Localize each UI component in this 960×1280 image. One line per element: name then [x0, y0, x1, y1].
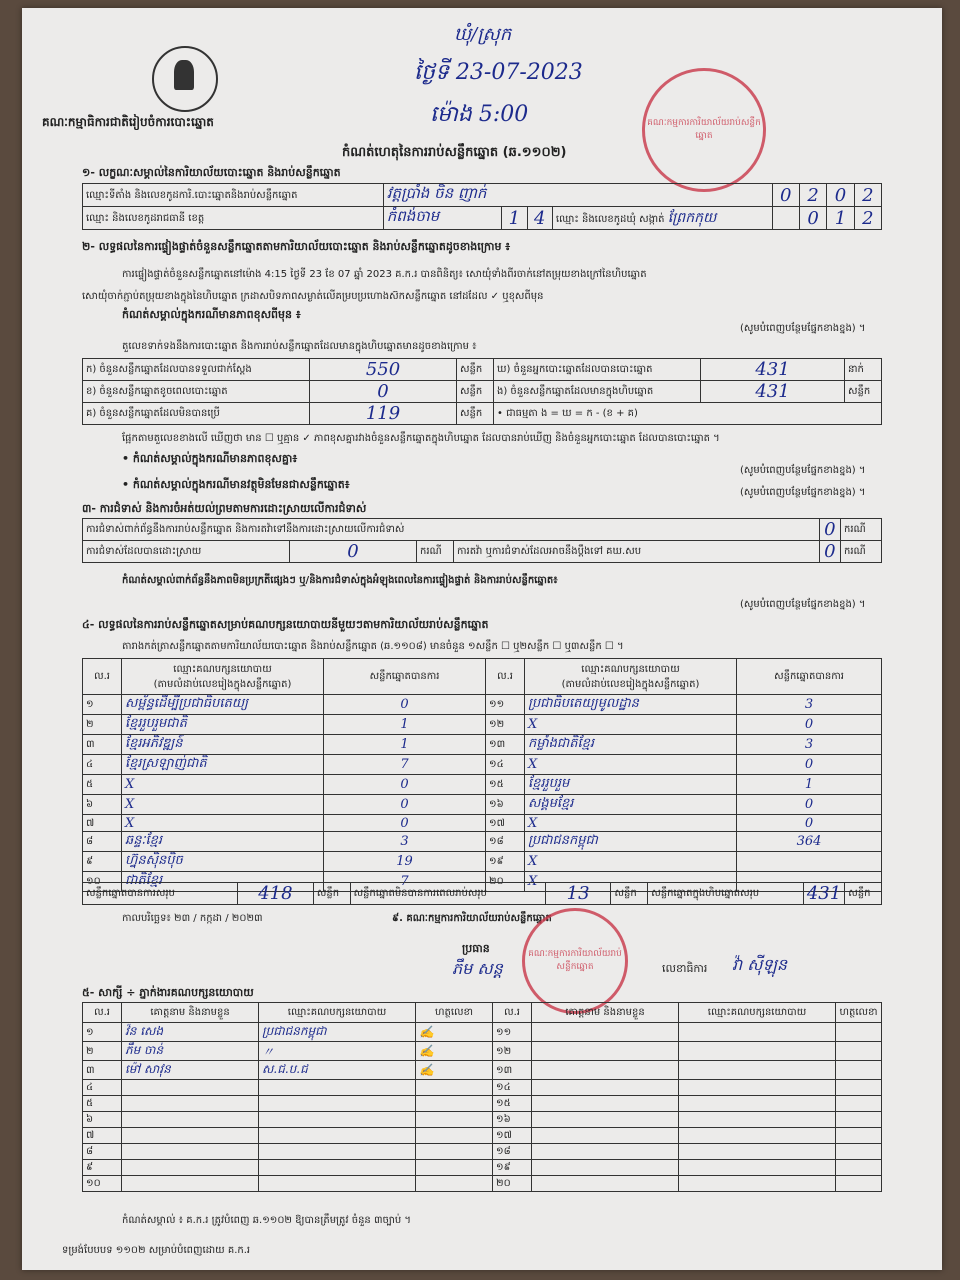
results-col-party-left: ឈ្មោះគណបក្សនយោបាយ: [173, 663, 272, 675]
results-votes: 1: [324, 715, 486, 735]
results-party: សង្គមខ្មែរ: [525, 795, 737, 815]
witness-name: [532, 1061, 679, 1080]
witness-sign: ✍: [416, 1061, 493, 1080]
count-e-unit: សន្លឹក: [845, 381, 882, 403]
results-votes: 0: [324, 795, 486, 815]
results-no: ៣: [83, 735, 122, 755]
witness-sign: [836, 1023, 882, 1042]
inbox-total-unit: សន្លឹក: [845, 883, 882, 905]
note-difference: • កំណត់សម្គាល់ក្នុងករណីមានភាពខុសគ្នា៖: [122, 452, 298, 465]
commune-code-1: 1: [827, 207, 854, 230]
results-no: ២: [83, 715, 122, 735]
secretary-signature: វ៉ា ស៊ីឡុន: [732, 955, 788, 974]
witness-no: ១៧: [493, 1128, 532, 1144]
committee-stamp: [522, 908, 628, 1014]
national-emblem-icon: [152, 46, 218, 112]
location-table: [82, 183, 882, 230]
results-no: ៤: [83, 755, 122, 775]
results-row: [83, 815, 882, 832]
commune-code-0: 0: [799, 207, 826, 230]
witness-name: [532, 1080, 679, 1096]
witness-party: [259, 1112, 416, 1128]
results-party: ខ្មែររួបរួម: [525, 775, 737, 795]
chair-label: ប្រធាន: [462, 942, 490, 955]
complaint-r1-label: ការជំទាស់ពាក់ព័ន្ធនឹងការរាប់សន្លឹកឆ្នោត និងការតវ៉ាទៅនឹងការដោះស្រាយលើការជំទាស់: [83, 519, 820, 541]
hand-date: ថ្ងៃទី 23-07-2023: [414, 60, 583, 85]
form-note: ទម្រង់បែបបទ ១១០២ សម្រាប់បំពេញដោយ គ.ក.រ: [62, 1245, 251, 1256]
results-no: ១៣: [486, 735, 525, 755]
witness-row: [83, 1176, 882, 1192]
row1-code-1: 2: [799, 184, 826, 207]
results-col-no-right: ល.រ: [486, 659, 525, 695]
province-value: កំពង់ចាម: [386, 207, 440, 225]
results-party: X: [525, 852, 737, 872]
committee-stamp-text: គណៈកម្មការការិយាល័យរាប់សន្លឹកឆ្នោត: [528, 949, 622, 972]
witness-sign: [836, 1128, 882, 1144]
results-no: ៩: [83, 852, 122, 872]
commune-label: ឈ្មោះ និងលេខកូដឃុំ សង្កាត់: [555, 213, 665, 225]
witness-no: ១៤: [493, 1080, 532, 1096]
complaint-r2-unit: ករណី: [417, 541, 454, 563]
witness-party: [679, 1160, 836, 1176]
results-party: X: [122, 775, 324, 795]
hand-top: ឃុំ/ស្រុក: [454, 24, 512, 45]
valid-total-unit: សន្លឹក: [313, 883, 350, 905]
valid-total-label: សន្លឹកឆ្នោតបានការសរុប: [83, 883, 238, 905]
witness-no: ៣: [83, 1061, 122, 1080]
results-col-party-sub-right: (តាមលំដាប់លេខរៀងក្នុងសន្លឹកឆ្នោត): [561, 678, 700, 690]
witness-name: [122, 1160, 259, 1176]
complaint-r3-value: 0: [819, 541, 840, 563]
witness-sign: [836, 1112, 882, 1128]
row1-label: ឈ្មោះទីតាំង និងលេខកូដការិ.បោះឆ្នោតនិងរាប់សន្លឹកឆ្នោត: [83, 184, 384, 207]
signing-date: កាលបរិច្ឆេទ៖ ២៣ / កក្កដា / ២០២៣: [122, 913, 263, 924]
witness-name: [532, 1042, 679, 1061]
witness-party: ស.ជ.ប.ជ: [259, 1061, 416, 1080]
results-row: [83, 755, 882, 775]
witness-name: ភឹម ចាន់: [122, 1042, 259, 1061]
witness-sign: [416, 1128, 493, 1144]
results-row: [83, 795, 882, 815]
witness-name: [532, 1128, 679, 1144]
complaints-table: [82, 518, 882, 563]
results-party: X: [525, 815, 737, 832]
row1-value: [383, 184, 772, 207]
witness-no: ៩: [83, 1160, 122, 1176]
results-row: [83, 735, 882, 755]
witness-sign: [836, 1144, 882, 1160]
witness-col-sign-left: ហត្ថលេខា: [416, 1003, 493, 1023]
complaint-r2-label: ការជំទាស់ដែលបានដោះស្រាយ: [83, 541, 290, 563]
witness-sign: [416, 1080, 493, 1096]
witness-party: [679, 1112, 836, 1128]
stamp-text: គណៈកម្មការការិយាល័យរាប់សន្លឹកឆ្នោត: [647, 118, 761, 141]
results-no: ៦: [83, 795, 122, 815]
row1-value-text: វត្តប្រាំង ចិន ញាក់: [386, 184, 487, 202]
row2-label: ឈ្មោះ និងលេខកូដរាជធានី ខេត្ត: [83, 207, 384, 230]
results-no: ១២: [486, 715, 525, 735]
results-row: [83, 715, 882, 735]
count-b-unit: សន្លឹក: [457, 381, 494, 403]
witness-no: ២០: [493, 1176, 532, 1192]
results-no: ១៥: [486, 775, 525, 795]
results-votes: 0: [324, 695, 486, 715]
count-b-label: ខ) ចំនួនសន្លឹកឆ្នោតខូចពេលបោះឆ្នោត: [83, 381, 310, 403]
witness-row: [83, 1144, 882, 1160]
results-no: ១៤: [486, 755, 525, 775]
witness-name: [532, 1112, 679, 1128]
witness-name: [122, 1096, 259, 1112]
results-party: ហ្វ៊ុនស៊ិនប៉ិច: [122, 852, 324, 872]
results-table: [82, 658, 882, 892]
results-votes: 1: [737, 775, 882, 795]
witness-party: [679, 1176, 836, 1192]
commune-value: ព្រែកកុយ: [667, 209, 717, 226]
witness-no: ៧: [83, 1128, 122, 1144]
commune-code-2: 2: [854, 207, 881, 230]
results-no: ១១: [486, 695, 525, 715]
witness-sign: [416, 1144, 493, 1160]
results-party: X: [525, 872, 737, 892]
committee-label: ៩. គណៈកម្មការការិយាល័យរាប់សន្លឹកឆ្នោត: [392, 913, 552, 924]
section2-p1: ការផ្ទៀងផ្ទាត់ចំនួនសន្លឹកឆ្នោតនៅម៉ោង 4:15 ថ្ងៃទី 23 ខែ 07 ឆ្នាំ 2023 គ.ក.រ បានពិនិត្យ៖ សោយុំទាំងពីរចាក់នៅតម្រុយខាងក្រៅនៃហិបឆ្នោត: [122, 269, 647, 280]
section2-p3: តួលេខទាក់ទងនឹងការបោះឆ្នោត និងការរាប់សន្លឹកឆ្នោតដែលមានក្នុងហិបឆ្នោតមានដូចខាងក្រោម ៖: [122, 341, 477, 352]
witness-row: [83, 1096, 882, 1112]
count-a-value: 550: [310, 359, 457, 381]
witness-sign: [416, 1160, 493, 1176]
witness-party: [259, 1096, 416, 1112]
count-c-label: គ) ចំនួនសន្លឹកឆ្នោតដែលមិនបានប្រើ: [83, 403, 310, 425]
count-d-value: 431: [701, 359, 845, 381]
row1-code-3: 2: [854, 184, 881, 207]
results-votes: 0: [324, 775, 486, 795]
witness-no: ៦: [83, 1112, 122, 1128]
witness-sign: ✍: [416, 1023, 493, 1042]
witness-sign: [416, 1176, 493, 1192]
irregularity-note: កំណត់សម្គាល់ពាក់ព័ន្ធនឹងភាពមិនប្រក្រតីផ្សេងៗ ឬ/និងការជំទាស់ក្នុងអំឡុងពេលនៃការផ្ទៀងផ្ទាត់ និងការរាប់សន្លឹកឆ្នោត៖: [122, 575, 558, 586]
note-non-ballot: • កំណត់សម្គាល់ក្នុងករណីមានវត្ថុមិនមែនជាសន្លឹកឆ្នោត៖: [122, 478, 350, 491]
results-totals: [82, 882, 882, 905]
witness-name: [122, 1176, 259, 1192]
witness-col-party-left: ឈ្មោះគណបក្សនយោបាយ: [259, 1003, 416, 1023]
witness-no: ១៦: [493, 1112, 532, 1128]
witness-no: ៥: [83, 1096, 122, 1112]
results-col-party-sub-left: (តាមលំដាប់លេខរៀងក្នុងសន្លឹកឆ្នោត): [153, 678, 292, 690]
witness-no: ១១: [493, 1023, 532, 1042]
province-code-1: 4: [527, 207, 552, 230]
witness-name: វ៉ន សេង: [122, 1023, 259, 1042]
witness-row: [83, 1160, 882, 1176]
witness-col-party-right: ឈ្មោះគណបក្សនយោបាយ: [679, 1003, 836, 1023]
count-a-unit: សន្លឹក: [457, 359, 494, 381]
results-no: ១៨: [486, 832, 525, 852]
count-b-value: 0: [310, 381, 457, 403]
section2-heading: ២- លទ្ធផលនៃការផ្ទៀងផ្ទាត់ចំនួនសន្លឹកឆ្នោតតាមការិយាល័យបោះឆ្នោត និងរាប់សន្លឹកឆ្នោតដូចខាងក្រោម ៖: [82, 240, 511, 253]
org-name: គណៈកម្មាធិការជាតិរៀបចំការបោះឆ្នោត: [42, 115, 214, 129]
witness-party: [679, 1128, 836, 1144]
witness-name: [122, 1112, 259, 1128]
witness-row: [83, 1023, 882, 1042]
witness-name: [532, 1176, 679, 1192]
witness-party: [679, 1080, 836, 1096]
witness-row: [83, 1080, 882, 1096]
footnote: កំណត់សម្គាល់ ៖ គ.ក.រ ត្រូវបំពេញ ឆ.១១០២ ឱ្យបានត្រឹមត្រូវ ចំនួន ៣ច្បាប់ ។: [122, 1215, 411, 1226]
witness-col-name-left: គោត្តនាម និងនាមខ្លួន: [122, 1003, 259, 1023]
witness-sign: [836, 1096, 882, 1112]
section2-p2: សោយុំចាក់ភ្ជាប់តម្រុយខាងក្នុងនៃហិបឆ្នោត ក្រដាសបិទភាពសម្ងាត់លើគម្របប្រហោងស៊កសន្លឹកឆ្នោត នៅដដែល ✓ ឬខុសពីមុន: [82, 291, 544, 302]
count-d-label: ឃ) ចំនួនអ្នកបោះឆ្នោតដែលបានបោះឆ្នោត: [494, 359, 701, 381]
complaint-r3-unit: ករណី: [841, 541, 882, 563]
count-formula: • ជាធម្មតា ង = ឃ = ក - (ខ + គ): [494, 403, 882, 425]
witness-name: [532, 1096, 679, 1112]
results-votes: 7: [324, 755, 486, 775]
results-party: ឆន្ទៈខ្មែរ: [122, 832, 324, 852]
results-col-votes-left: សន្លឹកឆ្នោតបានការ: [324, 659, 486, 695]
section3-heading: ៣- ការជំទាស់ និងការចំអត់យល់ព្រមតាមការដោះស្រាយលើការជំទាស់: [82, 502, 367, 515]
fill-hint-4: (សូមបំពេញបន្ថែមផ្នែកខាងខ្នង) ។: [740, 599, 866, 610]
witness-name: ម៉ៅ សាវុន: [122, 1061, 259, 1080]
results-party: ខ្មែរស្រឡាញ់ជាតិ: [122, 755, 324, 775]
witness-col-no-right: ល.រ: [493, 1003, 532, 1023]
witness-party: 〃: [259, 1042, 416, 1061]
witness-name: [532, 1160, 679, 1176]
official-stamp: [642, 68, 766, 192]
results-no: ១៩: [486, 852, 525, 872]
witness-party: [679, 1144, 836, 1160]
results-party: កម្លាំងជាតិខ្មែរ: [525, 735, 737, 755]
section1-heading: ១- លក្ខណៈសម្គាល់នៃការិយាល័យបោះឆ្នោត និងរាប់សន្លឹកឆ្នោត: [82, 166, 341, 179]
witness-no: ៨: [83, 1144, 122, 1160]
results-col-party-right: ឈ្មោះគណបក្សនយោបាយ: [581, 663, 680, 675]
valid-total-value: 418: [238, 883, 314, 905]
witness-col-name-right: គោត្តនាម និងនាមខ្លួន: [532, 1003, 679, 1023]
section2-p4: ផ្អែកតាមតួលេខខាងលើ ឃើញថា មាន ☐ ឬគ្មាន ✓ ភាពខុសគ្នារវាងចំនួនសន្លឹកឆ្នោតក្នុងហិបឆ្នោត ដែលបានរាប់ឃើញ និងចំនួនអ្នកបោះឆ្នោត ដែលបានបោះឆ្នោត ។: [122, 433, 720, 444]
results-votes: 3: [324, 832, 486, 852]
secretary-label: លេខាធិការ: [662, 962, 708, 975]
fill-hint-2: (សូមបំពេញបន្ថែមផ្នែកខាងខ្នង) ។: [740, 465, 866, 476]
witness-name: [122, 1144, 259, 1160]
results-row: [83, 852, 882, 872]
results-party: ខ្មែររួបរួមជាតិ: [122, 715, 324, 735]
results-party: ប្រជាជនកម្ពុជា: [525, 832, 737, 852]
witness-sign: [836, 1160, 882, 1176]
witness-party: [679, 1061, 836, 1080]
count-c-unit: សន្លឹក: [457, 403, 494, 425]
results-party: ប្រជាធិបតេយ្យមូលដ្ឋាន: [525, 695, 737, 715]
section4-heading: ៤- លទ្ធផលនៃការរាប់សន្លឹកឆ្នោតសម្រាប់គណបក្សនយោបាយនីមួយៗតាមការិយាល័យរាប់សន្លឹកឆ្នោត: [82, 618, 489, 631]
witness-no: ១៣: [493, 1061, 532, 1080]
witness-no: ១: [83, 1023, 122, 1042]
note-diff-label: កំណត់សម្គាល់ក្នុងករណីមានភាពខុសពីមុន ៖: [122, 308, 301, 321]
fill-hint-1: (សូមបំពេញបន្ថែមផ្នែកខាងខ្នង) ។: [740, 323, 866, 334]
invalid-total-label: សន្លឹកឆ្នោតមិនបានការពេលរាប់សរុប: [350, 883, 545, 905]
witness-no: ១៥: [493, 1096, 532, 1112]
witness-no: ២: [83, 1042, 122, 1061]
witness-row: [83, 1128, 882, 1144]
section5-heading: ៥- សាក្សី ÷ ភ្នាក់ងារគណបក្សនយោបាយ: [82, 986, 254, 999]
witness-row: [83, 1042, 882, 1061]
results-votes: 7: [324, 872, 486, 892]
results-no: ២០: [486, 872, 525, 892]
results-col-votes-right: សន្លឹកឆ្នោតបានការ: [737, 659, 882, 695]
witness-party: ប្រជាជនកម្ពុជា: [259, 1023, 416, 1042]
invalid-total-value: 13: [545, 883, 611, 905]
count-d-unit: នាក់: [845, 359, 882, 381]
witness-name: [122, 1080, 259, 1096]
witness-party: [679, 1023, 836, 1042]
witness-table: [82, 1002, 882, 1192]
fill-hint-3: (សូមបំពេញបន្ថែមផ្នែកខាងខ្នង) ។: [740, 487, 866, 498]
results-party: សម្ព័ន្ធដើម្បីប្រជាធិបតេយ្យ: [122, 695, 324, 715]
witness-sign: [836, 1061, 882, 1080]
witness-sign: [836, 1176, 882, 1192]
results-row: [83, 695, 882, 715]
results-votes: 19: [324, 852, 486, 872]
complaint-r1-value: 0: [819, 519, 840, 541]
witness-no: ១៨: [493, 1144, 532, 1160]
counts-table: [82, 358, 882, 425]
results-votes: 364: [737, 832, 882, 852]
witness-sign: [416, 1096, 493, 1112]
results-no: ៨: [83, 832, 122, 852]
count-e-label: ង) ចំនួនសន្លឹកឆ្នោតដែលមានក្នុងហិបឆ្នោត: [494, 381, 701, 403]
invalid-total-unit: សន្លឹក: [611, 883, 648, 905]
results-no: ៥: [83, 775, 122, 795]
witness-name: [532, 1023, 679, 1042]
witness-no: ១៩: [493, 1160, 532, 1176]
complaint-r3-label: ការតវ៉ា ឬការជំទាស់ដែលអាចនឹងប្តឹងទៅ គឃ.សប: [454, 541, 820, 563]
witness-name: [532, 1144, 679, 1160]
results-party: X: [525, 755, 737, 775]
witness-party: [259, 1144, 416, 1160]
witness-sign: [836, 1042, 882, 1061]
section4-intro: តារាងកត់ត្រាសន្លឹកឆ្នោតតាមការិយាល័យបោះឆ្នោត និងរាប់សន្លឹកឆ្នោត (ឆ.១១០៨) មានចំនួន ១សន្លឹក ☐ ឬ២សន្លឹក ☐ ឬ៣សន្លឹក ☐ ។: [122, 641, 624, 652]
witness-party: [259, 1160, 416, 1176]
witness-no: ១២: [493, 1042, 532, 1061]
results-no: ៧: [83, 815, 122, 832]
witness-col-no-left: ល.រ: [83, 1003, 122, 1023]
results-party: ជាតិខ្មែរ: [122, 872, 324, 892]
results-votes: [737, 852, 882, 872]
witness-party: [259, 1176, 416, 1192]
results-no: ១៧: [486, 815, 525, 832]
witness-no: ៤: [83, 1080, 122, 1096]
witness-row: [83, 1112, 882, 1128]
count-e-value: 431: [701, 381, 845, 403]
results-votes: 0: [324, 815, 486, 832]
results-col-no-left: ល.រ: [83, 659, 122, 695]
results-party: X: [122, 795, 324, 815]
results-votes: 3: [737, 735, 882, 755]
results-votes: 0: [737, 795, 882, 815]
witness-sign: [416, 1112, 493, 1128]
inbox-total-label: សន្លឹកឆ្នោតក្នុងហិបឆ្នោតសរុប: [648, 883, 804, 905]
witness-party: [259, 1128, 416, 1144]
row1-code-2: 0: [827, 184, 854, 207]
witness-party: [259, 1080, 416, 1096]
witness-sign: [836, 1080, 882, 1096]
form-paper: [22, 8, 942, 1270]
results-votes: 0: [737, 755, 882, 775]
province-code-0: 1: [502, 207, 527, 230]
results-party: ខ្មែរអភិវឌ្ឍន៍: [122, 735, 324, 755]
results-row: [83, 832, 882, 852]
witness-party: [679, 1042, 836, 1061]
results-votes: 3: [737, 695, 882, 715]
count-a-label: ក) ចំនួនសន្លឹកឆ្នោតដែលបានទទួលជាក់ស្តែង: [83, 359, 310, 381]
results-votes: 1: [324, 735, 486, 755]
witness-col-sign-right: ហត្ថលេខា: [836, 1003, 882, 1023]
results-row: [83, 775, 882, 795]
results-votes: 0: [737, 815, 882, 832]
results-votes: 0: [737, 715, 882, 735]
witness-sign: ✍: [416, 1042, 493, 1061]
complaint-r2-value: 0: [290, 541, 417, 563]
results-no: ១: [83, 695, 122, 715]
results-party: X: [122, 815, 324, 832]
hand-time: ម៉ោង 5:00: [430, 102, 529, 127]
results-no: ១០: [83, 872, 122, 892]
witness-no: ១០: [83, 1176, 122, 1192]
row1-code-0: 0: [772, 184, 799, 207]
witness-name: [122, 1128, 259, 1144]
form-title: កំណត់ហេតុនៃការរាប់សន្លឹកឆ្នោត (ឆ.១១០២): [342, 145, 567, 160]
inbox-total-value: 431: [803, 883, 844, 905]
results-no: ១៦: [486, 795, 525, 815]
count-c-value: 119: [310, 403, 457, 425]
witness-party: [679, 1096, 836, 1112]
witness-row: [83, 1061, 882, 1080]
results-party: X: [525, 715, 737, 735]
complaint-r1-unit: ករណី: [841, 519, 882, 541]
chair-signature: ភឹម សន្ត: [452, 959, 503, 978]
